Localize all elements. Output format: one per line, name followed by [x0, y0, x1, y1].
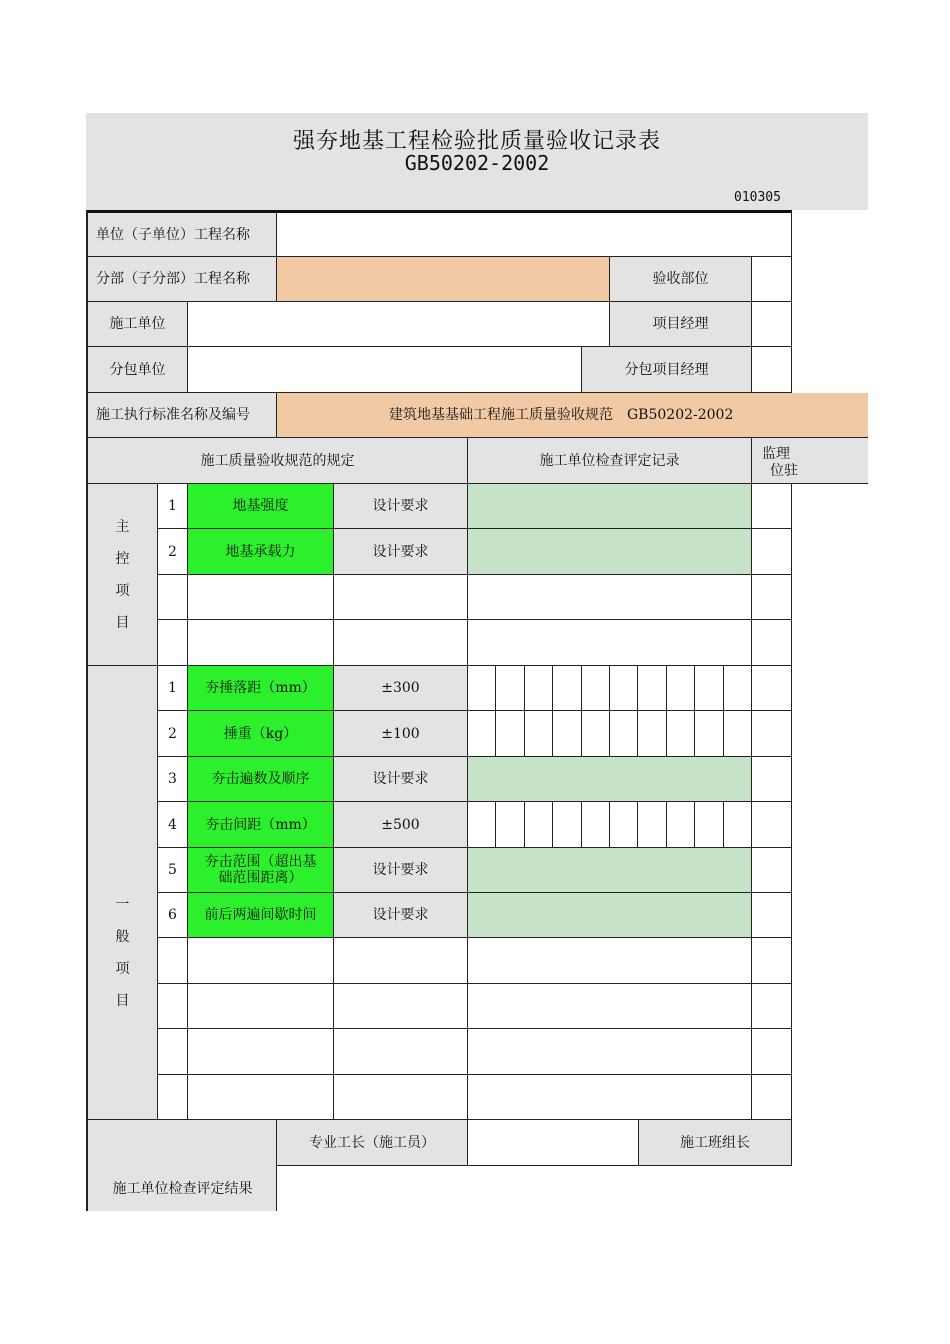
subcontract-manager-label: 分包项目经理	[582, 347, 752, 393]
main-label-char: 项	[115, 582, 130, 599]
measurement-cell[interactable]	[525, 802, 553, 848]
main-label-char: 控	[115, 550, 130, 567]
project-manager-field[interactable]	[752, 302, 792, 347]
measurement-cell[interactable]	[553, 666, 582, 711]
general-item-req: ±100	[334, 711, 468, 757]
foreman-field[interactable]	[468, 1120, 639, 1166]
general-item-req: ±500	[334, 802, 468, 848]
standard-value[interactable]: 建筑地基基础工程施工质量验收规范 GB50202-2002	[277, 393, 868, 438]
main-item-req: 设计要求	[334, 529, 468, 575]
acceptance-part-label: 验收部位	[610, 257, 752, 302]
empty-cell[interactable]	[752, 938, 792, 984]
main-item-no: 1	[158, 484, 188, 529]
subcontract-unit-field[interactable]	[188, 347, 582, 393]
empty-cell[interactable]	[752, 1029, 792, 1075]
measurement-cell[interactable]	[553, 711, 582, 757]
measurement-cell[interactable]	[582, 666, 610, 711]
empty-cell[interactable]	[752, 620, 792, 666]
measurement-cell[interactable]	[638, 711, 667, 757]
empty-cell[interactable]	[334, 575, 468, 620]
measurement-cell[interactable]	[610, 802, 638, 848]
measurement-cell[interactable]	[695, 666, 724, 711]
measurement-cell[interactable]	[638, 802, 667, 848]
spec-heading: 施工质量验收规范的规定	[88, 438, 468, 484]
project-manager-label: 项目经理	[610, 302, 752, 347]
main-label-char: 目	[115, 614, 130, 631]
measurement-cell[interactable]	[638, 666, 667, 711]
measurement-cell[interactable]	[610, 711, 638, 757]
empty-cell[interactable]	[334, 1029, 468, 1075]
measurement-grid	[468, 666, 752, 711]
measurement-cell[interactable]	[724, 711, 752, 757]
empty-cell[interactable]	[468, 620, 752, 666]
empty-cell[interactable]	[468, 575, 752, 620]
sub-project-label: 分部（子分部）工程名称	[88, 257, 277, 302]
empty-cell[interactable]	[468, 938, 752, 984]
main-item-record[interactable]	[468, 529, 752, 575]
measurement-grid	[468, 802, 752, 848]
main-item-name: 地基强度	[188, 484, 334, 529]
supervision-heading-line2: 位驻	[770, 463, 798, 479]
general-item-no: 5	[158, 848, 188, 893]
form-code: 010305	[734, 190, 781, 205]
empty-cell[interactable]	[188, 620, 334, 666]
general-item-name: 前后两遍间歇时间	[188, 893, 334, 938]
measurement-cell[interactable]	[496, 802, 525, 848]
empty-cell[interactable]	[158, 984, 188, 1029]
empty-cell[interactable]	[468, 1075, 752, 1120]
measurement-cell[interactable]	[667, 711, 695, 757]
main-item-name: 地基承载力	[188, 529, 334, 575]
general-label-char: 般	[115, 928, 130, 945]
measurement-cell[interactable]	[667, 666, 695, 711]
construction-unit-label: 施工单位	[88, 302, 188, 347]
empty-cell[interactable]	[752, 984, 792, 1029]
empty-cell[interactable]	[188, 1075, 334, 1120]
general-label-char: 项	[115, 960, 130, 977]
general-item-record[interactable]	[468, 757, 752, 802]
general-item-name: 夯击间距（mm）	[188, 802, 334, 848]
measurement-cell[interactable]	[496, 666, 525, 711]
main-item-supervision[interactable]	[752, 529, 792, 575]
unit-project-field[interactable]	[277, 213, 792, 257]
empty-cell[interactable]	[334, 620, 468, 666]
measurement-cell[interactable]	[724, 802, 752, 848]
subcontract-manager-field[interactable]	[752, 347, 792, 393]
measurement-cell[interactable]	[724, 666, 752, 711]
measurement-cell[interactable]	[695, 711, 724, 757]
sub-project-field[interactable]	[277, 257, 610, 302]
general-label-char: 目	[115, 992, 130, 1009]
empty-cell[interactable]	[188, 1029, 334, 1075]
form-subtitle: GB50202-2002	[404, 151, 550, 175]
main-item-supervision[interactable]	[752, 484, 792, 529]
standard-label: 施工执行标准名称及编号	[88, 393, 277, 438]
measurement-cell[interactable]	[695, 802, 724, 848]
general-item-req: 设计要求	[334, 848, 468, 893]
result-label: 施工单位检查评定结果	[112, 1181, 253, 1197]
empty-cell[interactable]	[158, 575, 188, 620]
general-item-no: 2	[158, 711, 188, 757]
general-item-no: 1	[158, 666, 188, 711]
general-item-req: 设计要求	[334, 757, 468, 802]
main-label-char: 主	[115, 518, 130, 535]
unit-project-label: 单位（子单位）工程名称	[88, 213, 277, 257]
general-item-name: 夯击范围（超出基础范围距离）	[188, 848, 334, 893]
record-heading: 施工单位检查评定记录	[468, 438, 752, 484]
main-item-no: 2	[158, 529, 188, 575]
measurement-cell[interactable]	[468, 802, 496, 848]
general-item-no: 6	[158, 893, 188, 938]
general-item-no: 4	[158, 802, 188, 848]
measurement-cell[interactable]	[468, 666, 496, 711]
measurement-grid	[468, 711, 752, 757]
measurement-cell[interactable]	[468, 711, 496, 757]
general-item-supervision[interactable]	[752, 848, 792, 893]
main-item-req: 设计要求	[334, 484, 468, 529]
empty-cell[interactable]	[334, 1075, 468, 1120]
general-item-supervision[interactable]	[752, 802, 792, 848]
measurement-cell[interactable]	[496, 711, 525, 757]
measurement-cell[interactable]	[525, 711, 553, 757]
general-item-supervision[interactable]	[752, 711, 792, 757]
measurement-cell[interactable]	[553, 802, 582, 848]
team-leader-label: 施工班组长	[639, 1120, 792, 1166]
general-item-supervision[interactable]	[752, 893, 792, 938]
general-items-label	[88, 666, 158, 1120]
measurement-cell[interactable]	[667, 802, 695, 848]
acceptance-part-field[interactable]	[752, 257, 792, 302]
general-item-name: 夯击遍数及顺序	[188, 757, 334, 802]
general-item-no: 3	[158, 757, 188, 802]
empty-cell[interactable]	[468, 984, 752, 1029]
construction-unit-field[interactable]	[188, 302, 610, 347]
empty-cell[interactable]	[188, 938, 334, 984]
empty-cell[interactable]	[334, 938, 468, 984]
empty-cell[interactable]	[752, 575, 792, 620]
main-control-label	[88, 484, 158, 666]
empty-cell[interactable]	[188, 984, 334, 1029]
general-item-req: ±300	[334, 666, 468, 711]
general-item-supervision[interactable]	[752, 757, 792, 802]
main-item-record[interactable]	[468, 484, 752, 529]
measurement-cell[interactable]	[582, 802, 610, 848]
general-item-name: 捶重（kg）	[188, 711, 334, 757]
general-item-record[interactable]	[468, 848, 752, 893]
general-item-name: 夯捶落距（mm）	[188, 666, 334, 711]
measurement-cell[interactable]	[582, 711, 610, 757]
empty-cell[interactable]	[468, 1029, 752, 1075]
empty-cell[interactable]	[752, 1075, 792, 1120]
subcontract-unit-label: 分包单位	[88, 347, 188, 393]
empty-cell[interactable]	[158, 938, 188, 984]
general-label-char: 一	[115, 896, 130, 913]
general-item-record[interactable]	[468, 893, 752, 938]
supervision-heading-line1: 监理	[762, 446, 790, 462]
empty-cell[interactable]	[158, 1029, 188, 1075]
measurement-cell[interactable]	[610, 666, 638, 711]
measurement-cell[interactable]	[525, 666, 553, 711]
form-title: 强夯地基工程检验批质量验收记录表	[292, 129, 661, 154]
empty-cell[interactable]	[334, 984, 468, 1029]
empty-cell[interactable]	[158, 1075, 188, 1120]
general-item-req: 设计要求	[334, 893, 468, 938]
empty-cell[interactable]	[188, 575, 334, 620]
empty-cell[interactable]	[158, 620, 188, 666]
general-item-supervision[interactable]	[752, 666, 792, 711]
foreman-label: 专业工长（施工员）	[277, 1120, 468, 1166]
